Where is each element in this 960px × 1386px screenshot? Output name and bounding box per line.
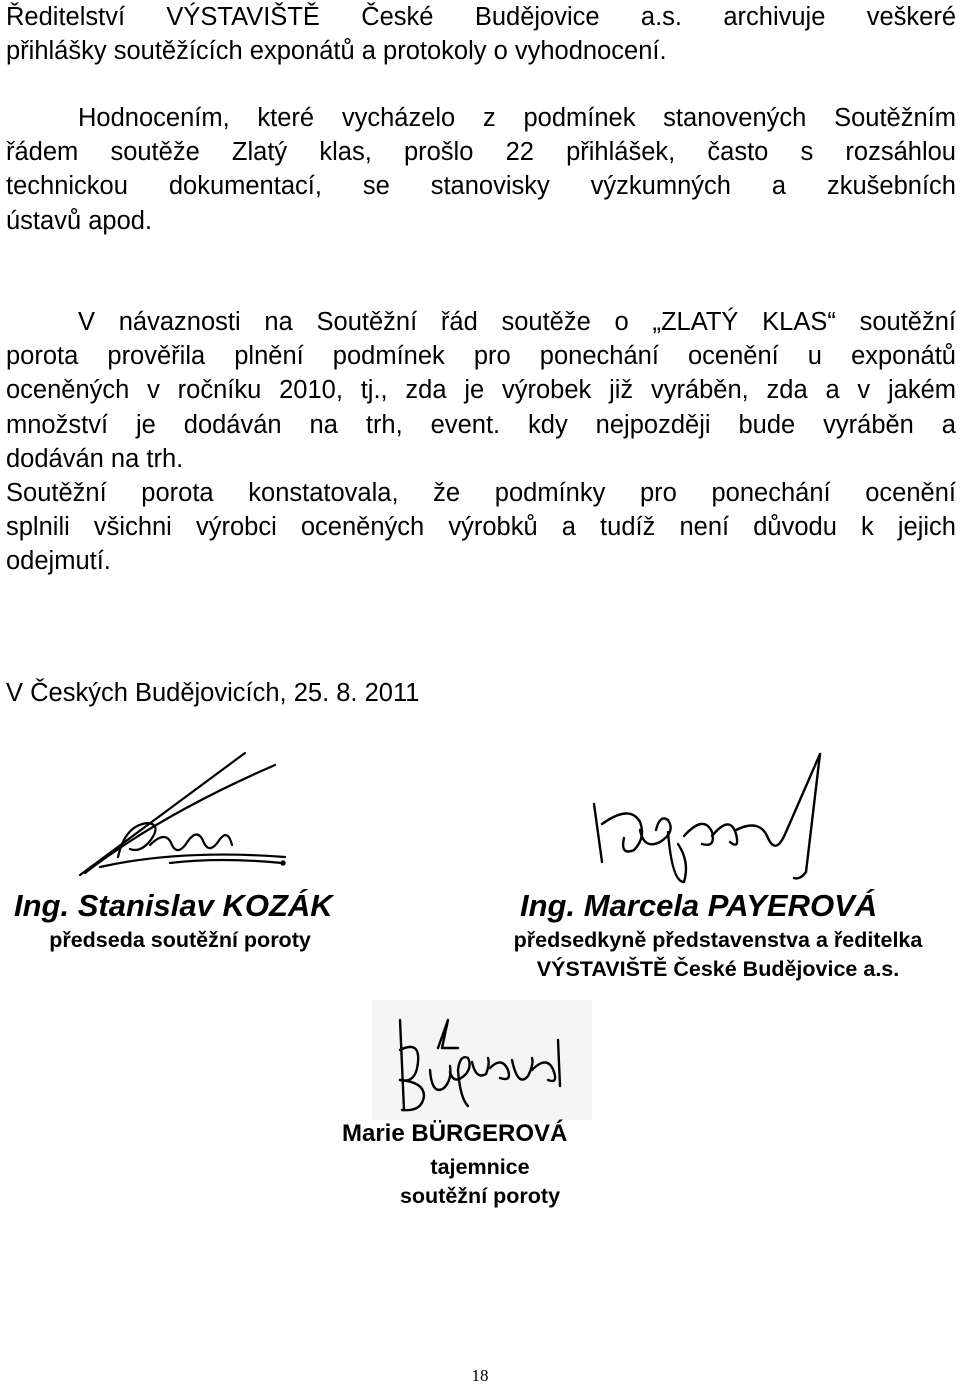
signatory-role: soutěžní poroty <box>399 1184 561 1208</box>
signature-kozak <box>70 745 310 880</box>
text-line: Soutěžní porota konstatovala, že podmínky pro ponechání ocenění <box>6 479 956 507</box>
text-line: množství je dodáván na trh, event. kdy nejpozději bude vyráběn a <box>6 410 956 439</box>
page-number: 18 <box>471 1366 489 1385</box>
signatory-name: Marie BÜRGEROVÁ <box>342 1120 568 1147</box>
text-line: řádem soutěže Zlatý klas, prošlo 22 přihlášek, často s rozsáhlou <box>6 138 956 167</box>
signatory-role: předseda soutěžní poroty <box>49 928 311 952</box>
paragraph-evaluation <box>6 101 956 238</box>
signature-burgerova <box>372 1000 592 1120</box>
signature-payerova <box>580 752 840 887</box>
signatory-name: Ing. Stanislav KOZÁK <box>14 888 333 923</box>
text-line: V návaznosti na Soutěžní řád soutěže o „ZLATÝ KLAS“ soutěžní <box>78 308 956 336</box>
paragraph-conclusion <box>6 476 956 579</box>
text-line: technickou dokumentací, se stanovisky výzkumných a zkušebních <box>6 172 956 201</box>
text-line: Ředitelství VÝSTAVIŠTĚ České Budějovice a.s. archivuje veškeré <box>6 3 956 31</box>
place-date: V Českých Budějovicích, 25. 8. 2011 <box>6 679 420 707</box>
text-line: splnili všichni výrobci oceněných výrobků a tudíž není důvodu k jejich <box>6 513 956 542</box>
signatory-name: Ing. Marcela PAYEROVÁ <box>520 888 878 923</box>
text-line: dodáván na trh. <box>6 444 184 473</box>
text-line: ústavů apod. <box>6 206 153 235</box>
paragraph-archive <box>6 0 956 68</box>
text-line: Hodnocením, které vycházelo z podmínek stanovených Soutěžním <box>78 104 956 132</box>
signatory-role: tajemnice <box>430 1155 530 1179</box>
signatory-role: předsedkyně představenstva a ředitelka <box>513 928 923 952</box>
paragraph-verification <box>6 305 956 476</box>
text-line: přihlášky soutěžících exponátů a protokoly o vyhodnocení. <box>6 37 667 66</box>
signatory-organization: VÝSTAVIŠTĚ České Budějovice a.s. <box>536 957 900 981</box>
text-line: oceněných v ročníku 2010, tj., zda je výrobek již vyráběn, zda a v jakém <box>6 376 956 405</box>
text-line: odejmutí. <box>6 547 111 576</box>
text-line: porota prověřila plnění podmínek pro ponechání ocenění u exponátů <box>6 342 956 371</box>
